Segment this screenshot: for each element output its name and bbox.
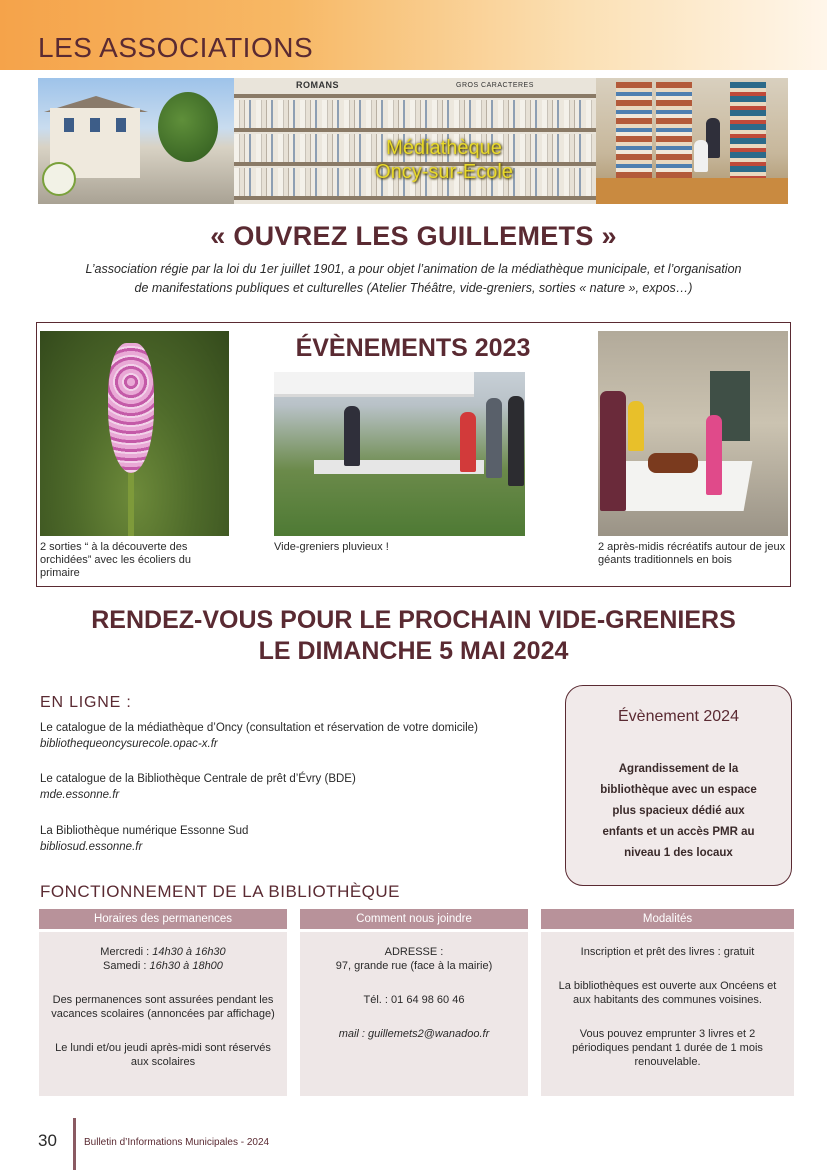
house-window <box>64 118 74 132</box>
banner-overlay-text <box>334 136 554 184</box>
intro-line: de manifestations publiques et culturelles (Atelier Théâtre, vide-greniers, sorties « nature », expos…) <box>134 281 693 295</box>
column-body-contact <box>300 932 528 1096</box>
market-tent <box>274 372 474 397</box>
online-item <box>40 823 560 855</box>
bookshelves-photo <box>234 78 596 204</box>
event-2024-line: enfants et un accès PMR au <box>602 826 755 838</box>
orchid-photo <box>40 331 229 536</box>
association-title: « OUVREZ LES GUILLEMETS » <box>210 221 617 251</box>
banner-overlay-line: Médiathèque <box>386 137 502 159</box>
person <box>628 401 644 451</box>
fonctionnement-title: FONCTIONNEMENT DE LA BIBLIOTHÈQUE <box>40 882 401 901</box>
phone-number: Tél. : 01 64 98 60 46 <box>363 994 465 1006</box>
house-window <box>90 118 100 132</box>
page-number: 30 <box>38 1131 57 1150</box>
loan-limit-note: Vous pouvez emprunter 3 livres et 2 périodiques pendant 1 durée de 1 mois renouvelable. <box>572 1028 763 1068</box>
shelf-books <box>234 100 596 128</box>
events-title: ÉVÈNEMENTS 2023 <box>295 334 531 362</box>
person <box>706 118 720 158</box>
announcement-line: RENDEZ-VOUS POUR LE PROCHAIN VIDE-GRENIERS <box>91 606 736 634</box>
day-label: Mercredi : <box>100 946 153 958</box>
intro-line: L’association régie par la loi du 1er juillet 1901, a pour objet l’animation de la médiathèque municipale, et l’organisation <box>85 262 742 276</box>
online-item-label: Le catalogue de la Bibliothèque Centrale de prêt d’Évry (BDE) <box>40 773 356 785</box>
school-note: Le lundi et/ou jeudi après-midi sont réservés aux scolaires <box>55 1042 271 1068</box>
wooden-games-photo <box>598 331 788 536</box>
column-body-modalites <box>541 932 794 1096</box>
person <box>694 140 708 172</box>
shelf-sign: ROMANS <box>296 80 339 90</box>
holiday-note: Des permanences sont assurées pendant les vacances scolaires (annoncées par affichage) <box>51 994 275 1020</box>
column-header-contact: Comment nous joindre <box>300 909 528 929</box>
next-vide-greniers-announcement <box>0 605 827 667</box>
room-floor <box>596 178 788 204</box>
event-2024-line: Agrandissement de la <box>618 763 739 775</box>
person <box>486 398 502 478</box>
person <box>706 415 722 495</box>
room-shelf <box>656 82 692 182</box>
email-line <box>308 1027 520 1041</box>
online-link[interactable]: bibliosud.essonne.fr <box>40 841 143 853</box>
opening-note: La bibliothèques est ouverte aux Oncéens et aux habitants des communes voisines. <box>558 980 777 1006</box>
column-body-horaires <box>39 932 287 1096</box>
association-intro <box>40 260 787 298</box>
email-label: mail : <box>338 1028 369 1040</box>
event-2024-line: plus spacieux dédié aux <box>612 805 745 817</box>
shelf-board <box>234 196 596 200</box>
hours-line <box>49 945 277 959</box>
banner-overlay-line: Oncy-sur-Ecole <box>375 161 513 183</box>
event-2024-text <box>580 759 777 864</box>
event-2024-line: bibliothèque avec un espace <box>600 784 757 796</box>
address-label: ADRESSE : <box>384 946 444 958</box>
room-shelf <box>730 82 766 182</box>
vide-greniers-caption: Vide-greniers pluvieux ! <box>274 541 389 553</box>
orchid-caption: 2 sorties “ à la découverte des orchidées” avec les écoliers du primaire <box>40 541 192 579</box>
loan-free-note: Inscription et prêt des livres : gratuit <box>580 946 755 958</box>
online-item <box>40 720 560 752</box>
announcement-date: LE DIMANCHE 5 MAI 2024 <box>258 637 569 665</box>
village-logo <box>42 162 76 196</box>
game-board <box>648 453 698 473</box>
shelf-board <box>234 128 596 132</box>
online-link[interactable]: bibliothequeoncysurecole.opac-x.fr <box>40 738 218 750</box>
column-header-horaires: Horaires des permanences <box>39 909 287 929</box>
online-item-label: Le catalogue de la médiathèque d’Oncy (consultation et réservation de votre domicile) <box>40 722 478 734</box>
online-title: EN LIGNE : <box>40 694 132 711</box>
email-link[interactable]: guillemets2@wanadoo.fr <box>368 1028 490 1040</box>
person <box>460 412 476 472</box>
person <box>344 406 360 466</box>
event-2024-line: niveau 1 des locaux <box>624 847 733 859</box>
footer-text: Bulletin d’Informations Municipales - 2024 <box>84 1137 270 1148</box>
tree <box>158 92 218 162</box>
person <box>600 391 626 511</box>
person <box>508 396 524 486</box>
address: 97, grande rue (face à la mairie) <box>335 960 493 972</box>
footer-divider <box>73 1118 76 1170</box>
column-header-modalites: Modalités <box>541 909 794 929</box>
shelf-sign: GROS CARACTERES <box>456 82 534 89</box>
shelf-board <box>234 94 596 98</box>
market-table <box>314 460 484 474</box>
banner-photo <box>38 78 788 204</box>
village-house-photo <box>38 78 234 204</box>
room-shelf <box>616 82 652 182</box>
section-title: LES ASSOCIATIONS <box>38 32 314 63</box>
online-link[interactable]: mde.essonne.fr <box>40 789 120 801</box>
games-caption: 2 après-midis récréatifs autour de jeux géants traditionnels en bois <box>598 541 786 566</box>
orchid-flower <box>108 343 154 473</box>
event-2024-title: Évènement 2024 <box>618 708 739 725</box>
day-label: Samedi : <box>103 960 150 972</box>
time-range: 16h30 à 18h00 <box>149 960 223 972</box>
time-range: 14h30 à 16h30 <box>152 946 226 958</box>
online-item <box>40 771 560 803</box>
vide-greniers-photo <box>274 372 525 536</box>
hours-line <box>49 959 277 973</box>
online-item-label: La Bibliothèque numérique Essonne Sud <box>40 825 249 837</box>
house-window <box>116 118 126 132</box>
library-room-photo <box>596 78 788 204</box>
